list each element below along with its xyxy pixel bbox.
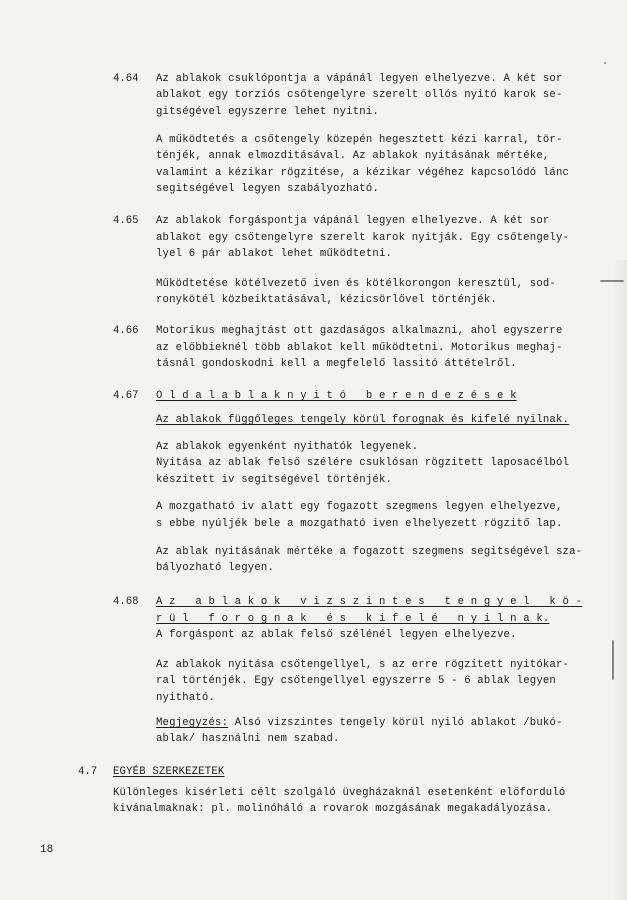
section-heading: EGYÉB SZERKEZETEK [113, 766, 225, 778]
section-heading: A z a b l a k o k v i z s z i n t e s t e n g y e l k ö - [156, 596, 583, 608]
paragraph-line: nyitható. [156, 692, 216, 704]
section-number-4-64: 4.64 [113, 73, 139, 85]
section-subheading: Az ablakok függőleges tengely körül forognak és kifelé nyilnak. [156, 414, 570, 426]
paragraph-line: segitségével legyen szabályozható. [156, 183, 379, 195]
paragraph-line: készitett iv segitségével történjék. [156, 474, 393, 486]
section-number-4-68: 4.68 [113, 596, 139, 608]
paragraph-line: ronykötél közbeiktatásával, kézicsörlővel történjék. [156, 294, 497, 306]
paragraph-line: Az ablakok csuklópontja a vápánál legyen elhelyezve. A két sor [156, 73, 563, 85]
paragraph-line: kivánalmaknak: pl. molinóháló a rovarok mozgásának megakadályozása. [113, 803, 553, 815]
section-heading: r ü l f o r o g n a k é s k i f e l é n y i l n a k. [156, 613, 550, 625]
section-heading: O l d a l a b l a k n y i t ó b e r e n d e z é s e k [156, 390, 517, 402]
note-line [156, 717, 563, 730]
paragraph-line: tásnál gondoskodni kell a megfelelő lassitó áttételről. [156, 358, 517, 370]
section-number-4-65: 4.65 [113, 215, 139, 227]
paragraph-line: az előbbieknél több ablakot kell működtetni. Motorikus meghaj- [156, 342, 563, 354]
section-number-4-66: 4.66 [113, 325, 139, 337]
paragraph-line: gitségével egyszerre lehet nyitni. [156, 106, 379, 118]
paragraph-line: ral történjék. Egy csőtengellyel egyszerre 5 - 6 ablak legyen [156, 675, 556, 687]
section-number-4-7: 4.7 [78, 766, 98, 778]
scan-speck [604, 62, 606, 64]
paragraph-line: Különleges kisérleti célt szolgáló üvegházaknál esetenként előforduló [113, 787, 566, 799]
paragraph-line: Az ablak nyitásának mértéke a fogazott szegmens segitségével sza- [156, 546, 583, 558]
page-number: 18 [40, 844, 54, 856]
note-line: ablak/ használni nem szabad. [156, 733, 340, 745]
paragraph-line: ablakot egy torziós csőtengelyre szerelt ollós nyitó karok se- [156, 89, 563, 101]
paragraph-line: bályozható legyen. [156, 562, 275, 574]
paragraph-line: Nyitása az ablak felső szélére csuklósan rögzitett laposacélból [156, 457, 570, 469]
paragraph-line: ablakot egy csőtengelyre szerelt karok nyitják. Egy csőtengely- [156, 232, 570, 244]
paragraph-line: s ebbe nyúljék bele a mozgatható iven elhelyezett rögzitő lap. [156, 518, 563, 530]
paragraph-line: Motorikus meghajtást ott gazdaságos alkalmazni, ahol egyszerre [156, 325, 563, 337]
paragraph-line: A működtetés a csőtengely közepén hegesztett kézi karral, tör- [156, 134, 563, 146]
paragraph-line: ténjék, annak elmozditásával. Az ablakok nyitásának mértéke, [156, 150, 550, 162]
paragraph-line: A mozgatható iv alatt egy fogazott szegmens legyen elhelyezve, [156, 501, 563, 513]
note-text: Alsó vizszintes tengely körül nyiló ablakot /bukó- [228, 717, 563, 729]
paragraph-line: A forgáspont az ablak felső szélénél legyen elhelyezve. [156, 629, 517, 641]
paragraph-line: Az ablakok nyitása csőtengellyel, s az erre rögzitett nyitókar- [156, 659, 570, 671]
paragraph-line: Az ablakok forgáspontja vápánál legyen elhelyezve. A két sor [156, 215, 550, 227]
note-label: Megjegyzés: [156, 717, 229, 729]
paragraph-line: lyel 6 pár ablakot lehet működtetni. [156, 248, 393, 260]
paragraph-line: valamint a kézikar rögzitése, a kézikar végéhez kapcsolódó lánc [156, 167, 570, 179]
scan-shadow [613, 260, 627, 900]
section-number-4-67: 4.67 [113, 390, 139, 402]
paragraph-line: Az ablakok egyenként nyithatók legyenek. [156, 441, 419, 453]
paragraph-line: Működtetése kötélvezető iven és kötélkorongon keresztül, sod- [156, 278, 556, 290]
